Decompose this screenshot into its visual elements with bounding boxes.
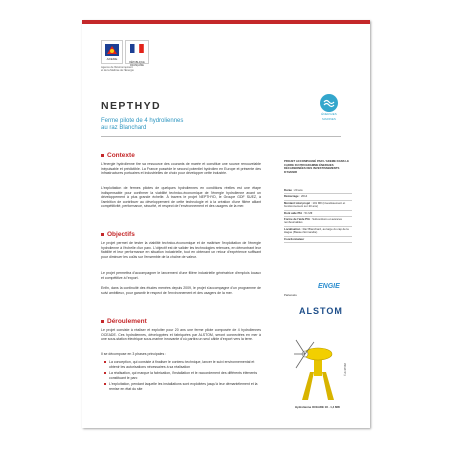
program-note-text: PROJET ACCOMPAGNÉ PAR L'ADEME DANS LE CADRE DU PROGRAMME ÉNERGIES DÉCARBONÉES DES INVESTISSEMENTS D'AVENIR xyxy=(284,159,349,174)
deroulement-paragraph-2: Il se décompose en 3 phases principales : xyxy=(101,352,167,356)
ademe-caption: ADEME xyxy=(106,56,118,61)
document-page xyxy=(82,20,370,428)
project-subtitle xyxy=(101,118,241,132)
energies-marines-icon xyxy=(320,94,338,112)
list-item xyxy=(104,382,260,391)
subtitle-line2: au raz Blanchard xyxy=(101,125,147,131)
category-badge xyxy=(314,94,344,121)
section-heading-contexte xyxy=(101,152,135,159)
contexte-paragraph-2: L'exploitation de fermes pilotes de quelques hydroliennes en conditions réelles est une étape indispensable pour confirmer la viabilité technico-économique de l'énergie hydrolienne avant un développement à plus grande échelle. À travers le projet NEPTHYD, le Groupe GDF SUEZ, à l'ambition de contribuer au développement de cette technologie et à la création d'une filière alliant compétitivité, performance, sécurité, et respect de l'environnement et des usagers de la mer. xyxy=(101,186,261,208)
heading-text: Contexte xyxy=(107,152,135,159)
header-divider xyxy=(101,136,341,137)
section-heading-deroulement xyxy=(101,318,147,325)
heading-text: Objectifs xyxy=(107,231,135,238)
logo-group xyxy=(101,40,149,88)
image-caption: Hydrolienne OCEADE 18 - 1,4 MW xyxy=(295,405,340,409)
fact-row: Montant total projet : 101 M€ (investissement et fonctionnement sur 20 ans) xyxy=(284,201,352,211)
marianne-flag-icon xyxy=(126,41,148,57)
objectifs-paragraph-1: Le projet permet de tester la viabilité technico-économique et de maîtriser l'exploitation de l'énergie hydrolienne à l'échelle d'un parc. L'objectif est de valider les technologies retenues, en démontrant leur fiabilité et leur performance en situation industrielle, tout en obtenant un retour d'expérience suffisant pour diminuer les coûts sur l'ensemble de la chaîne de valeur. xyxy=(101,241,261,259)
list-item-text: La conception, qui consiste à finaliser le contenu technique, lancer le suivi environnemental et obtenir les autorisations nécessaires à sa réalisation xyxy=(109,360,255,369)
fact-row: Durée : 20 ans xyxy=(284,188,352,194)
bullet-square-icon xyxy=(101,154,104,157)
list-item-text: L'exploitation, pendant laquelle les installations sont exploitées jusqu'à leur démantèlement et la remise en état du site xyxy=(109,382,258,391)
heading-text: Déroulement xyxy=(107,318,147,325)
partner-label: Partenaire xyxy=(284,293,297,297)
logo-footer-line1: Agence de l'Environnement xyxy=(101,66,133,69)
objectifs-paragraph-2: Le projet permettra d'accompagner le lancement d'une filière industrielle génératrice d'emplois locaux et compétitive à l'export. xyxy=(101,271,261,280)
ademe-logo xyxy=(101,40,123,64)
republic-caption: RÉPUBLIQUE FRANÇAISE xyxy=(129,61,145,67)
bullet-square-icon xyxy=(101,320,104,323)
fact-row: Démarrage : 2014 xyxy=(284,194,352,200)
sidebar-facts xyxy=(284,188,352,243)
turbine-illustration xyxy=(292,332,344,402)
subtitle-line1: Ferme pilote de 4 hydroliennes xyxy=(101,118,184,124)
section-heading-objectifs xyxy=(101,231,135,238)
ademe-emblem-icon xyxy=(105,44,119,56)
fact-row: Dont aide PIA : 51 M€ xyxy=(284,211,352,217)
image-credit: © ALSTOM xyxy=(344,363,347,376)
deroulement-paragraph-1: Le projet consiste à réaliser et exploiter pour 20 ans une ferme pilote composée de 4 hydroliennes OCEADE. Ces hydroliennes, développées et fabriquées par ALSTOM, seront connectées en mer à une sous-station électrique sous-marine innovante d'où partira un seul câble d'export vers la terre. xyxy=(101,328,261,341)
logo-footer-line2: et de la Maîtrise de l'Énergie xyxy=(101,69,134,72)
republic-logo xyxy=(125,40,149,67)
fact-row: Coordonnateur xyxy=(284,237,352,243)
list-item-text: La réalisation, qui marque la fabrication, l'installation et le raccordement des différents éléments constituant le parc xyxy=(109,371,258,380)
project-title: NEPTHYD xyxy=(101,100,161,112)
top-accent-bar xyxy=(82,20,370,24)
objectifs-paragraph-3: Enfin, dans la continuité des études menées depuis 2009, le projet s'accompagne d'un programme de suivi ambitieux, pour garantir le respect de l'environnement et des usagers de la mer. xyxy=(101,286,261,295)
coordinator-logo-engie: ENGIE xyxy=(318,283,340,290)
partner-logo-alstom: ALSTOM xyxy=(299,306,343,316)
logo-footer xyxy=(101,66,149,72)
list-item xyxy=(104,371,260,380)
bullet-square-icon xyxy=(101,233,104,236)
category-line2: MARINES xyxy=(322,116,336,121)
category-line1: ÉNERGIES xyxy=(321,112,337,116)
fact-row: Localisation : Raz Blanchard, au large du cap de la Hague (Basse-Normandie) xyxy=(284,227,352,237)
sidebar-program-note xyxy=(284,160,352,174)
fact-row: Forme de l'aide PIA : Subventions et avances remboursables xyxy=(284,217,352,227)
contexte-paragraph-1: L'énergie hydrolienne tire sa ressource des courants de marée et constitue une source renouvelable inépuisable et prédictible. La France possède le second potentiel hydrolien en Europe et présente des infrastructures portuaires et industrielles de choix pour développer cette industrie. xyxy=(101,162,261,175)
list-item xyxy=(104,360,260,369)
phase-list xyxy=(104,360,260,393)
